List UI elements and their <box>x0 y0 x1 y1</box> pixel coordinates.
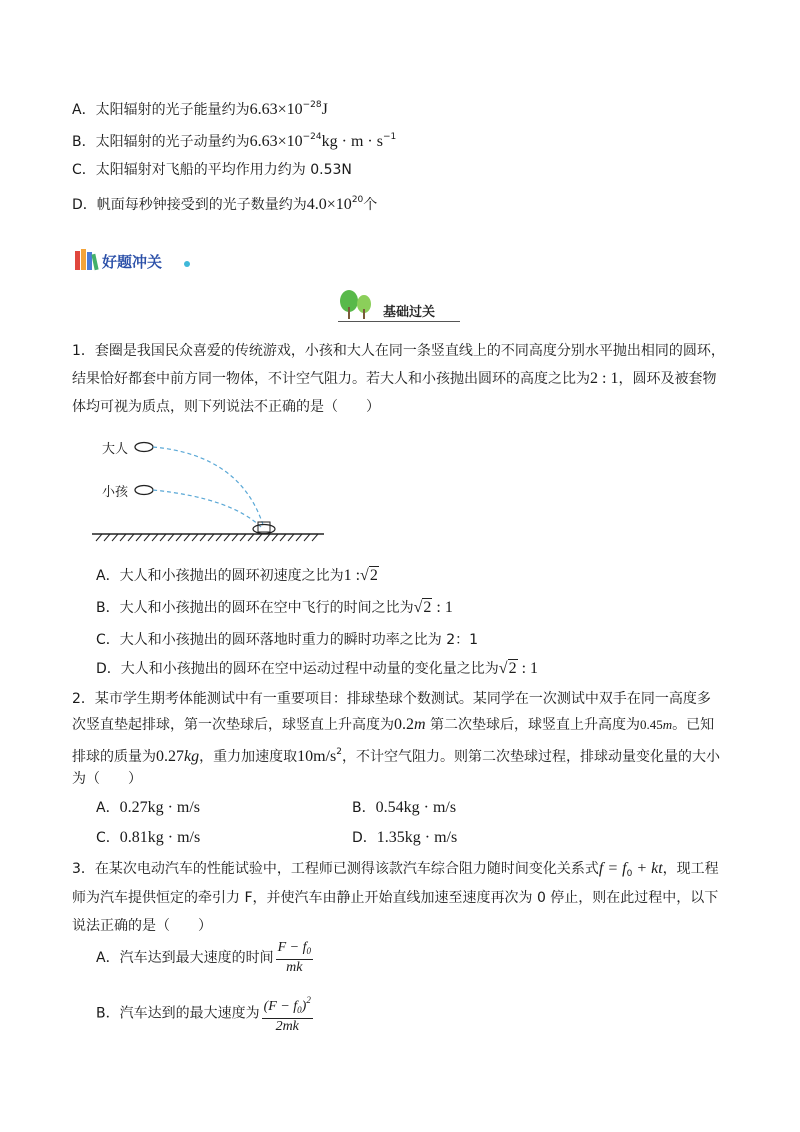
option-b-prev: B．太阳辐射的光子动量约为$6.63\times 10^{-24}kg \cdot m \cdot s^{-1}$ <box>72 132 397 150</box>
q2-option-a: A．0.27kg · m/s <box>96 799 201 816</box>
q1-line1: 1．套圈是我国民众喜爱的传统游戏，小孩和大人在同一条竖直线上的不同高度分别水平抛出相同的圆环， <box>72 343 725 359</box>
banner-dot <box>184 261 190 267</box>
q3-option-a: A．汽车达到最大速度的时间 $\frac{F - f_0}{mk}$ <box>96 940 311 975</box>
q2-line4: 为（ ） <box>72 771 142 787</box>
fig-label-adult: 大人 <box>102 442 129 457</box>
q1-option-a: A．大人和小孩抛出的圆环初速度之比为1 :√2 <box>96 567 378 584</box>
q1-line3: 体均可视为质点，则下列说法不正确的是（ ） <box>72 399 380 415</box>
q2-line1: 2．某市学生期考体能测试中有一重要项目：排球垫球个数测试。某同学在一次测试中双手在同一高度多 <box>72 691 711 707</box>
q2-line3: 排球的质量为0.27kg，重力加速度取$10m/s^2$，不计空气阻力。则第二次垫球过程，排球动量变化量的大小 <box>72 747 720 765</box>
q1-figure <box>92 430 332 550</box>
banner-title: 好题冲关 <box>102 253 163 271</box>
tree-icon <box>336 289 376 325</box>
q2-option-d: D．1.35kg · m/s <box>352 829 458 846</box>
q1-option-c: C．大人和小孩抛出的圆环落地时重力的瞬时功率之比为 2：1 <box>96 632 479 648</box>
section-underline <box>338 321 460 322</box>
section-title: 基础过关 <box>383 305 436 320</box>
q3-line3: 说法正确的是（ ） <box>72 918 212 934</box>
fig-label-child: 小孩 <box>102 485 129 500</box>
option-d-prev: D．帆面每秒钟接受到的光子数量约为$4.0\times 10^{20}$个 <box>72 195 378 213</box>
q2-option-c: C．0.81kg · m/s <box>96 829 201 846</box>
q1-line2: 结果恰好都套中前方同一物体，不计空气阻力。若大人和小孩抛出圆环的高度之比为2 : 1，圆环及被套物 <box>72 370 717 387</box>
option-c-prev: C．太阳辐射对飞船的平均作用力约为 0.53N <box>72 162 352 178</box>
books-icon <box>74 248 102 276</box>
q3-option-b: B．汽车达到的最大速度为 $\frac{(F - f_0)^2}{2mk}$ <box>96 992 313 1035</box>
q3-line2: 师为汽车提供恒定的牵引力 F，并使汽车由静止开始直线加速至速度再次为 0 停止，则在此过程中，以下 <box>72 890 719 906</box>
q2-option-b: B．0.54kg · m/s <box>352 799 457 816</box>
q2-line2: 次竖直垫起排球，第一次垫球后，球竖直上升高度为0.2m 第二次垫球后，球竖直上升高度为0.45m。已知 <box>72 716 715 733</box>
q1-option-d: D．大人和小孩抛出的圆环在空中运动过程中动量的变化量之比为√2 : 1 <box>96 660 539 677</box>
q3-line1: 3．在某次电动汽车的性能试验中，工程师已测得该款汽车综合阻力随时间变化关系式$f = f_0$ + kt，现工程 <box>72 860 719 879</box>
q1-option-b: B．大人和小孩抛出的圆环在空中飞行的时间之比为√2 : 1 <box>96 599 453 616</box>
option-a-prev: A．太阳辐射的光子能量约为$6.63\times 10^{-28}J$ <box>72 100 328 118</box>
